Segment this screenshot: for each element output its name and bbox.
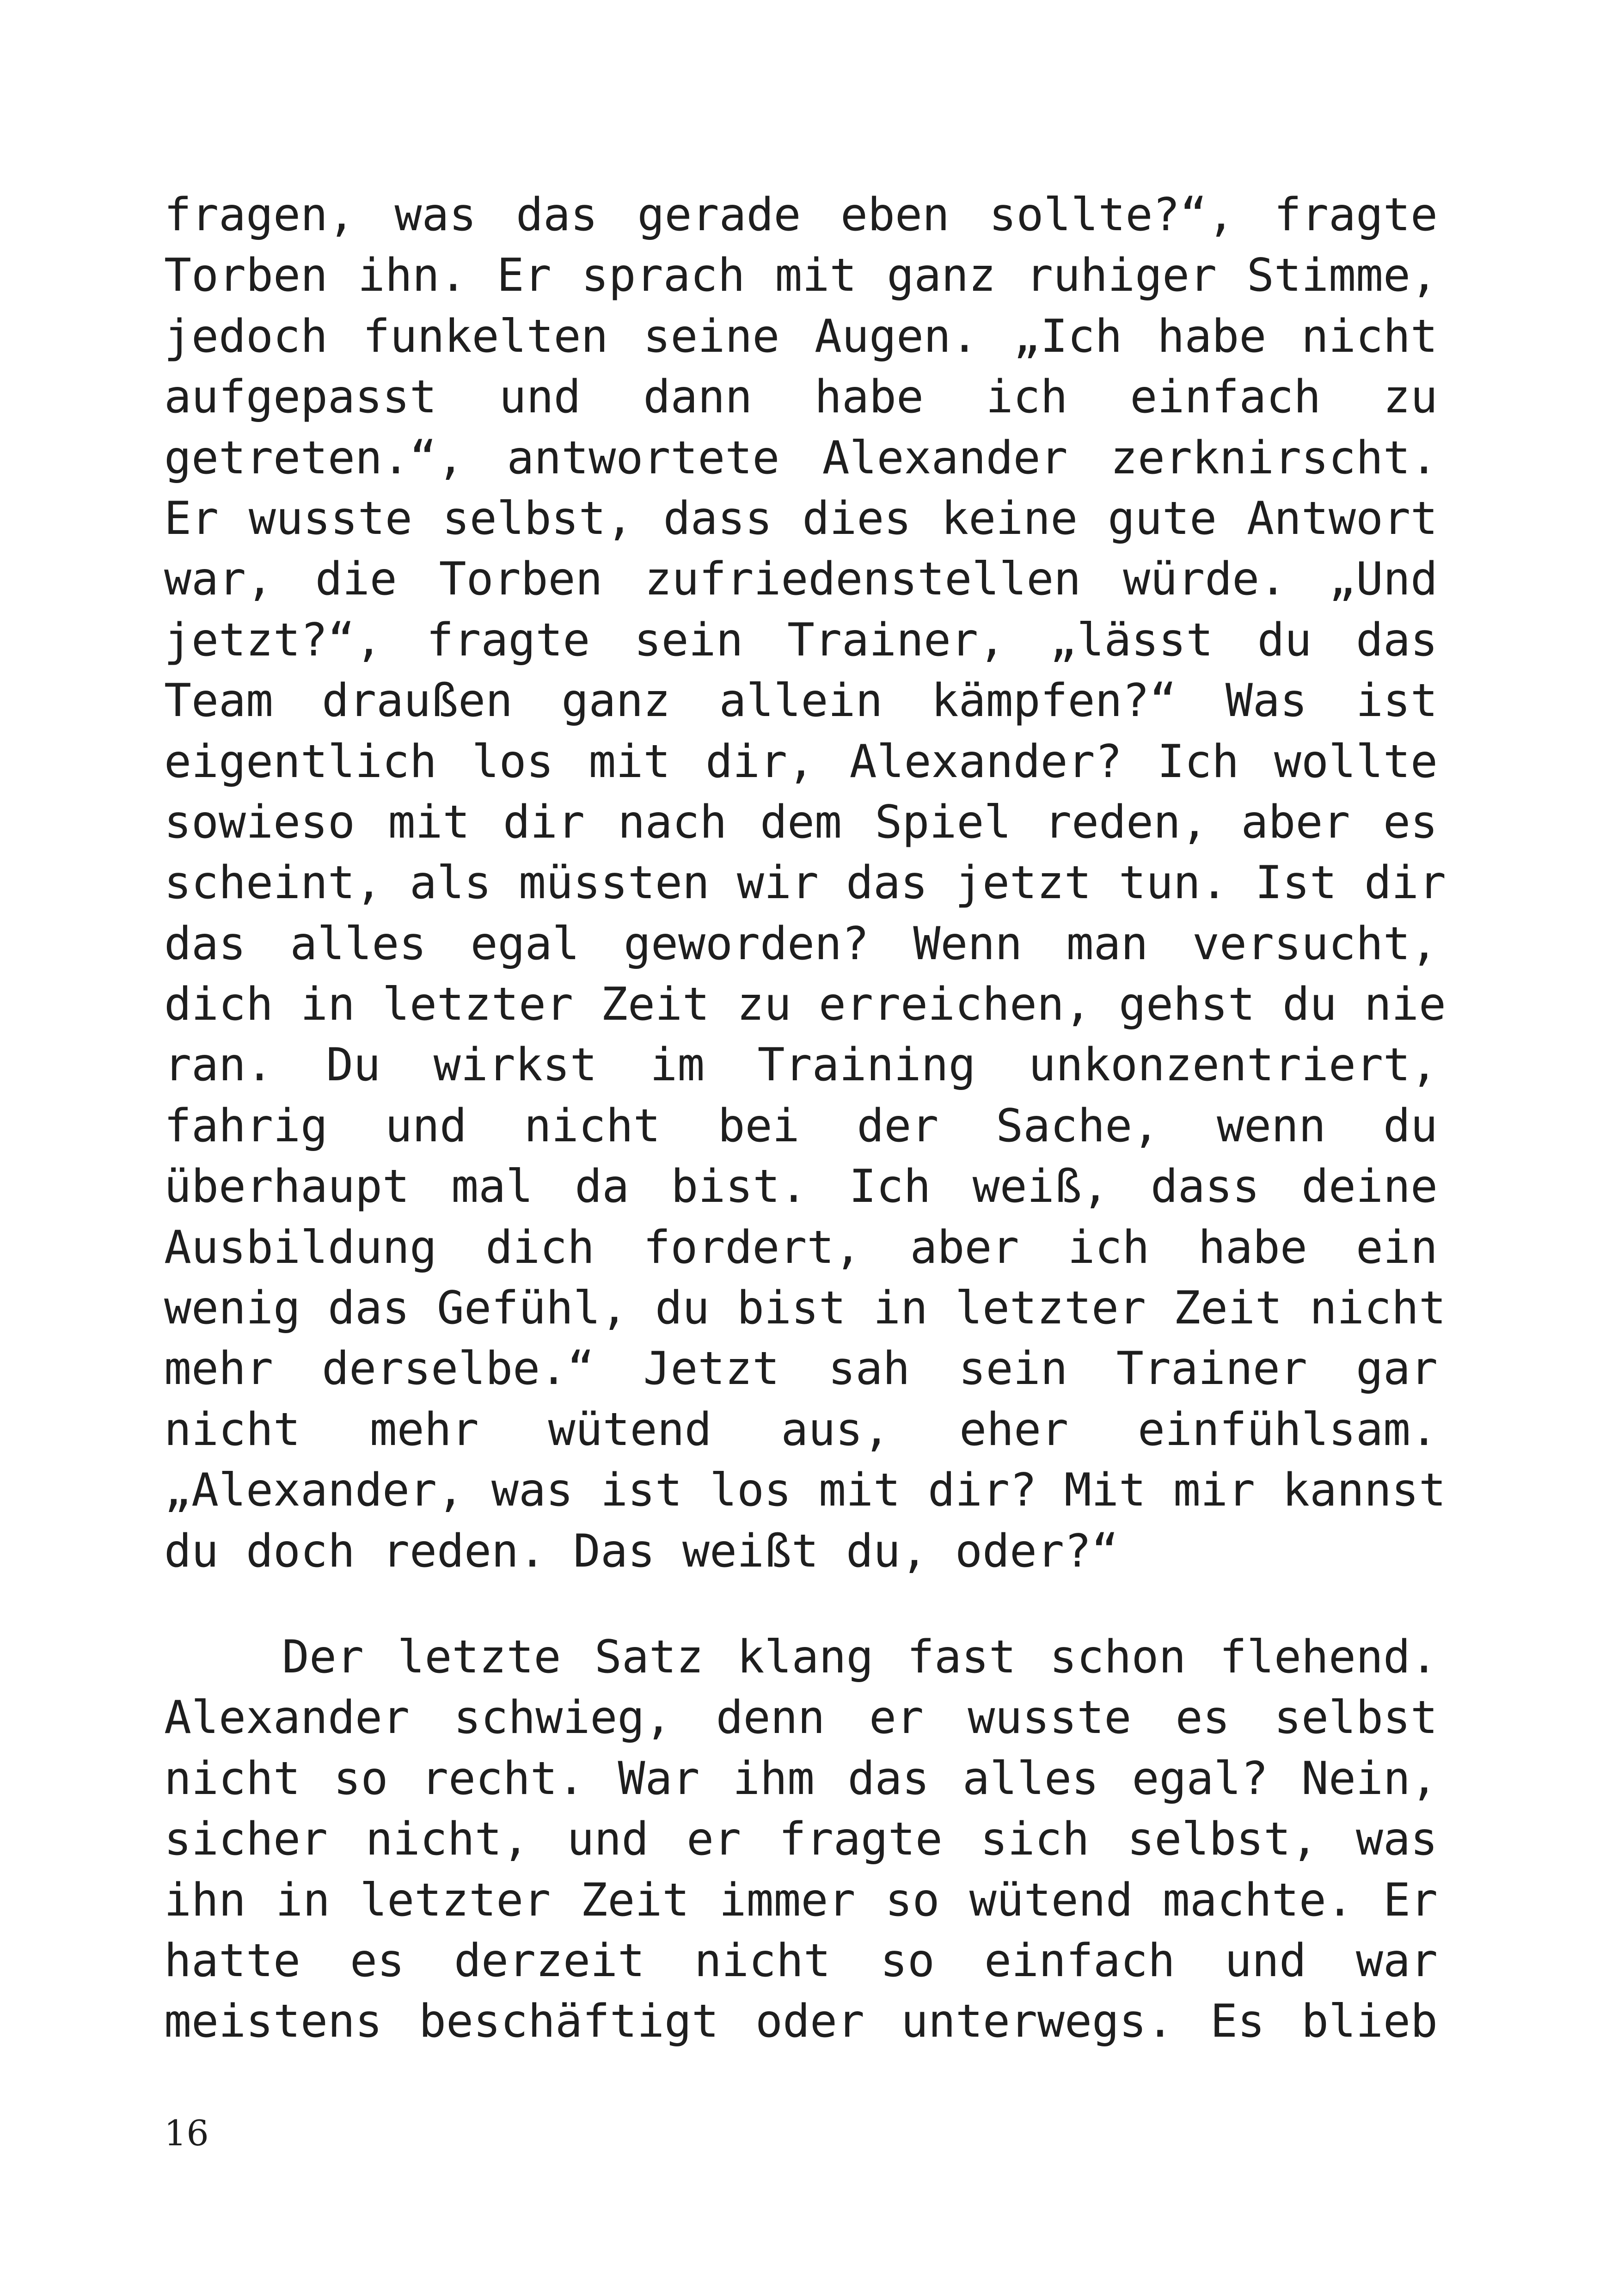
text-line: aufgepasst und dann habe ich einfach zu <box>164 371 1438 424</box>
text-line: war, die Torben zufriedenstellen würde. „Und <box>164 553 1438 606</box>
text-line: dich in letzter Zeit zu erreichen, gehst du nie <box>164 978 1446 1031</box>
text-line: du doch reden. Das weißt du, oder?“ <box>164 1525 1119 1578</box>
text-line: das alles egal geworden? Wenn man versucht, <box>164 917 1438 970</box>
text-line: Er wusste selbst, dass dies keine gute Antwort <box>164 492 1438 545</box>
text-line: nicht so recht. War ihm das alles egal? Nein, <box>164 1752 1438 1805</box>
text-line: fragen, was das gerade eben sollte?“, fragte <box>164 189 1438 241</box>
text-line: ran. Du wirkst im Training unkonzentriert, <box>164 1039 1438 1092</box>
text-line: Der letzte Satz klang fast schon flehend. <box>282 1631 1438 1684</box>
text-line: jetzt?“, fragte sein Trainer, „lässt du das <box>164 613 1438 667</box>
text-line: eigentlich los mit dir, Alexander? Ich wollte <box>164 735 1438 788</box>
text-line: Alexander schwieg, denn er wusste es selbst <box>164 1691 1438 1745</box>
text-line: Ausbildung dich fordert, aber ich habe ein <box>164 1221 1438 1274</box>
text-line: meistens beschäftigt oder unterwegs. Es blieb <box>164 1995 1438 2048</box>
text-line: „Alexander, was ist los mit dir? Mit mir kannst <box>164 1464 1446 1517</box>
paragraph-narration <box>164 1627 1438 2052</box>
text-line: hatte es derzeit nicht so einfach und war <box>164 1934 1438 1987</box>
text-line: scheint, als müssten wir das jetzt tun. Ist dir <box>164 857 1446 910</box>
text-line: Torben ihn. Er sprach mit ganz ruhiger Stimme, <box>164 249 1438 302</box>
text-line: Team draußen ganz allein kämpfen?“ Was ist <box>164 674 1438 728</box>
text-line: ihn in letzter Zeit immer so wütend machte. Er <box>164 1874 1438 1927</box>
text-line: getreten.“, antwortete Alexander zerknirscht. <box>164 431 1438 484</box>
text-line: nicht mehr wütend aus, eher einfühlsam. <box>164 1403 1438 1456</box>
page-number: 16 <box>164 2112 209 2154</box>
text-line: überhaupt mal da bist. Ich weiß, dass deine <box>164 1160 1438 1213</box>
text-line: sicher nicht, und er fragte sich selbst, was <box>164 1813 1438 1866</box>
text-line: wenig das Gefühl, du bist in letzter Zeit nicht <box>164 1282 1446 1335</box>
paragraph-dialogue <box>164 185 1446 1582</box>
text-line: mehr derselbe.“ Jetzt sah sein Trainer gar <box>164 1342 1438 1396</box>
text-line: sowieso mit dir nach dem Spiel reden, aber es <box>164 796 1438 849</box>
text-line: fahrig und nicht bei der Sache, wenn du <box>164 1099 1438 1152</box>
text-line: jedoch funkelten seine Augen. „Ich habe nicht <box>164 310 1438 363</box>
